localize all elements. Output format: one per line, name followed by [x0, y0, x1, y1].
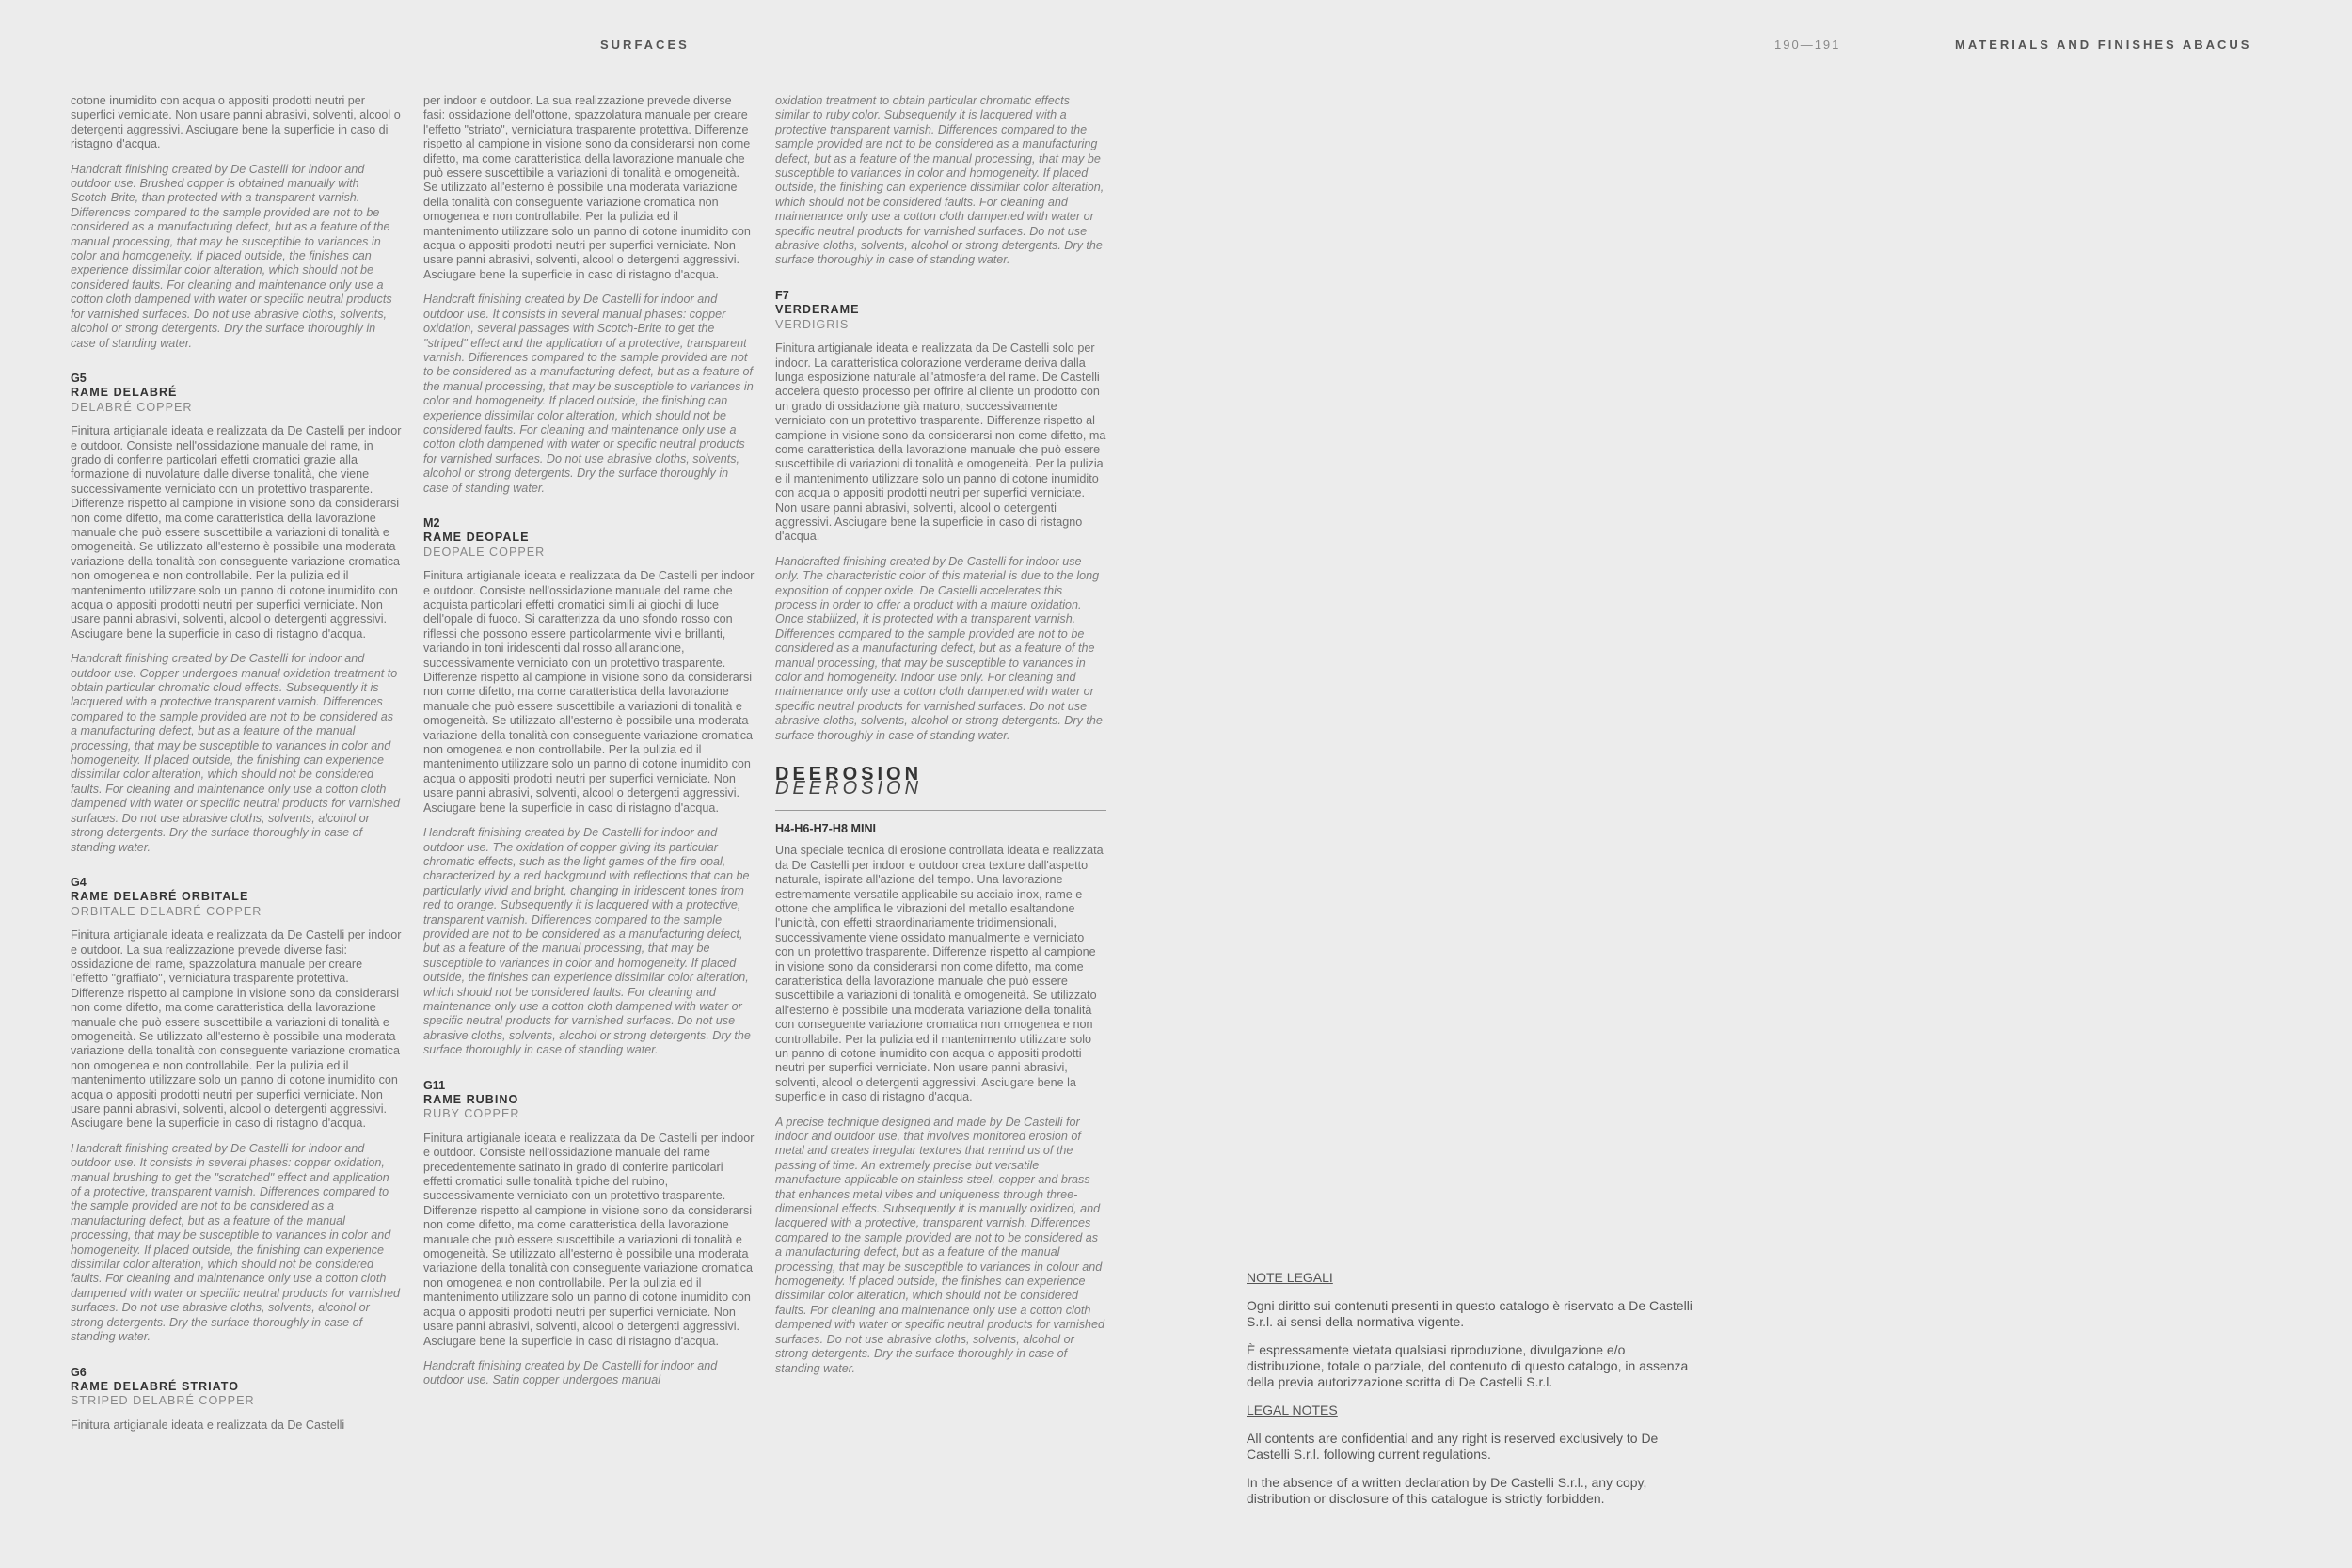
finish-subtitle: ORBITALE DELABRÉ COPPER [71, 904, 262, 918]
paragraph-en: Handcraft finishing created by De Castelli for indoor and outdoor use. It consists in several manual phases: copper oxidation, several passages with Scotch-Brite to get the "striped" effect and the application of a protective, transparent varnish. Differences compared to the sample provided are not to be considered as a manufacturing defect, but as a feature of the manual processing, that may be susceptible to variances in color and homogeneity. If placed outside, the finishing can experience dissimilar color alteration, which should not be considered faults. For cleaning and maintenance only use a cotton cloth dampened with water or specific neutral products for varnished surfaces. Do not use abrasive cloths, solvents, alcohol or strong detergents. Dry the surface thoroughly in case of standing water. [423, 293, 754, 495]
section-title: DEEROSION [775, 764, 923, 785]
finish-title: RAME DELABRÉ [71, 386, 178, 400]
paragraph-it: Finitura artigianale ideata e realizzata da De Castelli solo per indoor. La caratteristica colorazione verderame deriva dalla lunga esposizione naturale all'atmosfera del rame. De Castelli accelera questo processo per offrire al cliente un prodotto con un grado di ossidazione già maturo, successivamente verniciato con un protettivo trasparente. Differenze rispetto al campione in visione sono da considerarsi non come difetto, ma come caratteristica della lavorazione manuale che può essere suscettibile di variazioni di tonalità e omogeneità. Per la pulizia e il mantenimento utilizzare solo un panno di cotone inumidito con acqua o appositi prodotti neutri per superfici verniciate. Non usare panni abrasivi, solventi, alcool o detergenti aggressivi. Asciugare bene la superficie in caso di ristagno d'acqua. [775, 341, 1106, 544]
finish-code: H4-H6-H7-H8 MINI [775, 821, 877, 835]
paragraph-it: Finitura artigianale ideata e realizzata da De Castelli per indoor e outdoor. Consiste nell'ossidazione manuale del rame, in grado di conferire particolari effetti cromatici grazie alla formazione di nuvolature dalle diverse tonalità, che viene successivamente verniciato con un protettivo trasparente. Differenze rispetto al campione in visione sono da considerarsi non come difetto, ma come caratteristica della lavorazione manuale che può essere suscettibile a variazioni di tonalità e omogeneità. Se utilizzato all'esterno è possibile una moderata variazione della tonalità con conseguente variazione cromatica non omogenea e non controllabile. Per la pulizia ed il mantenimento utilizzare solo un panno di cotone inumidito con acqua o appositi prodotti neutri per superfici verniciate. Non usare panni abrasivi, solventi, alcool o detergenti aggressivi. Asciugare bene la superficie in caso di ristagno d'acqua. [71, 424, 402, 641]
section-header: SURFACES [600, 38, 690, 52]
legal-paragraph: Ogni diritto sui contenuti presenti in questo catalogo è riservato a De Castelli S.r.l. ai sensi della normativa vigente. [1247, 1298, 1692, 1329]
text-column-1 [71, 94, 402, 1496]
page-numbers: 190—191 [1774, 38, 1841, 52]
legal-title-it: NOTE LEGALI [1247, 1270, 1333, 1285]
paragraph-it: Finitura artigianale ideata e realizzata da De Castelli per indoor e outdoor. Consiste nell'ossidazione manuale del rame che acquista particolari effetti cromatici simili ai giochi di luce dell'opale di fuoco. Si caratterizza da uno sfondo rosso con riflessi che possono essere particolarmente vivi e brillanti, variando in toni iridescenti dal rosso all'arancione, successivamente verniciato con un protettivo trasparente. Differenze rispetto al campione in visione sono da considerarsi non come difetto, ma come caratteristica della lavorazione manuale che può essere suscettibile a variazioni di tonalità e omogeneità. Se utilizzato all'esterno è possibile una moderata variazione della tonalità con conseguente variazione cromatica non omogenea e non controllabile. Per la pulizia ed il mantenimento utilizzare solo un panno di cotone inumidito con acqua o appositi prodotti neutri per superfici verniciate. Non usare panni abrasivi, solventi, alcool o detergenti aggressivi. Asciugare bene la superficie in caso di ristagno d'acqua. [423, 569, 755, 815]
finish-subtitle: VERDIGRIS [775, 317, 850, 331]
paragraph-en: A precise technique designed and made by De Castelli for indoor and outdoor use, that involves monitored erosion of metal and creates irregular textures that remind us of the passing of time. An extremely precise but versatile manufacture applicable on stainless steel, copper and brass that enhances metal vibes and uniqueness through three-dimensional effects. Subsequently it is manually oxidized, and lacquered with a protective, transparent varnish. Differences compared to the sample provided are not to be considered as a manufacturing defect, but as a feature of the manual processing, that may be susceptible to variances in colour and homogeneity. If placed outside, the finishes can experience dissimilar color alteration, which should not be considered faults. For cleaning and maintenance only use a cotton cloth dampened with water or specific neutral products for varnished surfaces. Do not use abrasive cloths, solvents, alcohol or strong detergents. Dry the surface thoroughly in case of standing water. [775, 1115, 1105, 1375]
finish-title: RAME DELABRÉ ORBITALE [71, 890, 249, 904]
paragraph-it: Finitura artigianale ideata e realizzata da De Castelli [71, 1418, 345, 1432]
paragraph-it: Finitura artigianale ideata e realizzata da De Castelli per indoor e outdoor. Consiste nell'ossidazione manuale del rame precedentemente satinato in grado di conferire particolari effetti cromatici sulle tonalità tipiche del rubino, successivamente verniciato con un protettivo trasparente. Differenze rispetto al campione in visione sono da considerarsi non come difetto, ma come caratteristica della lavorazione manuale che può essere suscettibile a variazioni di tonalità e omogeneità. Se utilizzato all'esterno è possibile una moderata variazione della tonalità con conseguente variazione cromatica non omogenea e non controllabile. Per la pulizia ed il mantenimento utilizzare solo un panno di cotone inumidito con acqua o appositi prodotti neutri per superfici verniciate. Non usare panni abrasivi, solventi, alcool o detergenti aggressivi. Asciugare bene la superficie in caso di ristagno d'acqua. [423, 1131, 755, 1348]
paragraph-en: Handcraft finishing created by De Castelli for indoor and outdoor use. Satin copper undergoes manual [423, 1358, 718, 1387]
paragraph-en: Handcrafted finishing created by De Castelli for indoor use only. The characteristic color of this material is due to the long exposition of copper oxide. De Castelli accelerates this process in order to offer a product with a mature oxidation. Once stabilized, it is protected with a transparent varnish. Differences compared to the sample provided are not to be considered as a manufacturing defect, but as a feature of the manual processing, that may be susceptible to variances in color and homogeneity. Indoor use only. For cleaning and maintenance only use a cotton cloth dampened with water or specific neutral products for varnished surfaces. Do not use abrasive cloths, solvents, alcohol or strong detergents. Dry the surface thoroughly in case of standing water. [775, 554, 1103, 742]
finish-code: G4 [71, 875, 87, 889]
finish-code: F7 [775, 288, 789, 302]
section-divider [775, 810, 1106, 811]
section-subtitle: DEEROSION [775, 778, 923, 800]
paragraph-it: cotone inumidito con acqua o appositi prodotti neutri per superfici verniciate. Non usare panni abrasivi, solventi, alcool o detergenti aggressivi. Asciugare bene la superficie in caso di ristagno d'acqua. [71, 94, 401, 151]
text-column-3 [775, 94, 1106, 1486]
finish-subtitle: RUBY COPPER [423, 1107, 520, 1121]
finish-subtitle: STRIPED DELABRÉ COPPER [71, 1394, 255, 1408]
paragraph-en: Handcraft finishing created by De Castelli for indoor and outdoor use. The oxidation of copper giving its particular chromatic effects, such as the light games of the fire opal, characterized by a red background with reflections that can be particularly vivid and bright, changing in iridescent tones from red to orange. Subsequently it is lacquered with a protective, transparent varnish. Differences compared to the sample provided are not to be considered as a manufacturing defect, but as a feature of the manual processing, that may be susceptible to variances in color and homogeneity. If placed outside, the finishes can experience dissimilar color alteration, which should not be considered faults. For cleaning and maintenance only use a cotton cloth dampened with water or specific neutral products for varnished surfaces. Do not use abrasive cloths, solvents, alcohol or strong detergents. Dry the surface thoroughly in case of standing water. [423, 826, 751, 1057]
catalog-title: MATERIALS AND FINISHES ABACUS [1955, 38, 2252, 52]
finish-code: G11 [423, 1078, 446, 1092]
paragraph-en: Handcraft finishing created by De Castelli for indoor and outdoor use. Copper undergoes manual oxidation treatment to obtain particular chromatic cloud effects. Subsequently it is lacquered with a protective transparent varnish. Differences compared to the sample provided are not to be considered as a manufacturing defect, but as a feature of the manual processing, that may be susceptible to variances in color and homogeneity. If placed outside, the finishing can experience dissimilar color alteration, which should not be considered faults. For cleaning and maintenance only use a cotton cloth dampened with water or specific neutral products for varnished surfaces. Do not use abrasive cloths, solvents, alcohol or strong detergents. Dry the surface thoroughly in case of standing water. [71, 652, 401, 854]
paragraph-en: oxidation treatment to obtain particular chromatic effects similar to ruby color. Subsequently it is lacquered with a protective transparent varnish. Differences compared to the sample provided are not to be considered as a manufacturing defect, but as a feature of the manual processing, that may be susceptible to variances in color and homogeneity. If placed outside, the finishing can experience dissimilar color alteration, which should not be considered faults. For cleaning and maintenance only use a cotton cloth dampened with water or specific neutral products for varnished surfaces. Do not use abrasive cloths, solvents, alcohol or strong detergents. Dry the surface thoroughly in case of standing water. [775, 94, 1104, 267]
paragraph-it: per indoor e outdoor. La sua realizzazione prevede diverse fasi: ossidazione dell'ottone, spazzolatura manuale per creare l'effetto "striato", verniciatura trasparente protettiva. Differenze rispetto al campione in visione sono da considerarsi non come difetto, ma come caratteristica della lavorazione manuale che può essere suscettibile a variazioni di tonalità e omogeneità. Se utilizzato all'esterno è possibile una moderata variazione della tonalità con conseguente variazione cromatica non omogenea e non controllabile. Per la pulizia ed il mantenimento utilizzare solo un panno di cotone inumidito con acqua o appositi prodotti neutri per superfici verniciate. Non usare panni abrasivi, solventi, alcool o detergenti aggressivi. Asciugare bene la superficie in caso di ristagno d'acqua. [423, 94, 751, 281]
finish-code: G6 [71, 1365, 87, 1379]
paragraph-en: Handcraft finishing created by De Castelli for indoor and outdoor use. It consists in several phases: copper oxidation, manual brushing to get the "scratched" effect and application of a protective, transparent varnish. Differences compared to the sample provided are not to be considered as a manufacturing defect, but as a feature of the manual processing, that may be susceptible to variances in color and homogeneity. If placed outside, the finishing can experience dissimilar color alteration, which should not be considered faults. For cleaning and maintenance only use a cotton cloth dampened with water or specific neutral products for varnished surfaces. Do not use abrasive cloths, solvents, alcohol or strong detergents. Dry the surface thoroughly in case of standing water. [71, 1141, 401, 1344]
paragraph-it: Finitura artigianale ideata e realizzata da De Castelli per indoor e outdoor. La sua realizzazione prevede diverse fasi: ossidazione del rame, spazzolatura manuale per creare l'effetto "graffiato", verniciatura trasparente protettiva. Differenze rispetto al campione in visione sono da considerarsi non come difetto, ma come caratteristica della lavorazione manuale che può essere suscettibile a variazioni di tonalità e omogeneità. Se utilizzato all'esterno è possibile una moderata variazione della tonalità con conseguente variazione cromatica non omogenea e non controllabile. Per la pulizia ed il mantenimento utilizzare solo un panno di cotone inumidito con acqua o appositi prodotti neutri per superfici verniciate. Non usare panni abrasivi, solventi, alcool o detergenti aggressivi. Asciugare bene la superficie in caso di ristagno d'acqua. [71, 928, 402, 1131]
legal-title-en: LEGAL NOTES [1247, 1402, 1338, 1418]
finish-title: RAME DEOPALE [423, 531, 530, 545]
finish-code: M2 [423, 515, 440, 530]
text-column-2 [423, 94, 755, 1496]
legal-notes [1247, 1270, 1698, 1519]
finish-title: RAME DELABRÉ STRIATO [71, 1379, 240, 1393]
legal-paragraph: In the absence of a written declaration by De Castelli S.r.l., any copy, distribution or disclosure of this catalogue is strictly forbidden. [1247, 1475, 1647, 1506]
finish-subtitle: DELABRÉ COPPER [71, 400, 193, 414]
legal-paragraph: All contents are confidential and any right is reserved exclusively to De Castelli S.r.l. following current regulations. [1247, 1431, 1659, 1462]
finish-title: RAME RUBINO [423, 1093, 519, 1106]
paragraph-it: Una speciale tecnica di erosione controllata ideata e realizzata da De Castelli per indoor e outdoor crea texture dall'aspetto naturale, ispirate all'azione del tempo. Una lavorazione estremamente versatile applicabile su acciaio inox, rame e ottone che amplifica le vibrazioni del metallo esaltandone l'unicità, con effetti straordinariamente tridimensionali, successivamente viene ossidato manualmente e verniciato con un protettivo trasparente. Differenze rispetto al campione in visione sono da considerarsi non come difetto, ma come caratteristica della lavorazione manuale che può essere suscettibile a variazioni di tonalità e omogeneità. Se utilizzato all'esterno è possibile una moderata variazione della tonalità con conseguente variazione cromatica non omogenea e non controllabile. Per la pulizia ed il mantenimento utilizzare solo un panno di cotone inumidito con acqua o appositi prodotti neutri per superfici verniciate. Non usare panni abrasivi, solventi, alcool o detergenti aggressivi. Asciugare bene la superficie in caso di ristagno d'acqua. [775, 844, 1104, 1104]
finish-subtitle: DEOPALE COPPER [423, 545, 546, 559]
finish-code: G5 [71, 371, 87, 385]
finish-title: VERDERAME [775, 303, 860, 317]
paragraph-en: Handcraft finishing created by De Castelli for indoor and outdoor use. Brushed copper is obtained manually with Scotch-Brite, than protected with a transparent varnish. Differences compared to the sample provided are not to be considered as a manufacturing defect, but as a feature of the manual processing, that may be susceptible to variances in color and homogeneity. If placed outside, the finishes can experience dissimilar color alteration, which should not be considered faults. For cleaning and maintenance only use a cotton cloth dampened with water or specific neutral products for varnished surfaces. Do not use abrasive cloths, solvents, alcohol or strong detergents. Dry the surface thoroughly in case of standing water. [71, 162, 392, 350]
legal-paragraph: È espressamente vietata qualsiasi riproduzione, divulgazione e/o distribuzione, totale o parziale, del contenuto di questo catalogo, in assenza della previa autorizzazione scritta di De Castelli S.r.l. [1247, 1342, 1689, 1389]
